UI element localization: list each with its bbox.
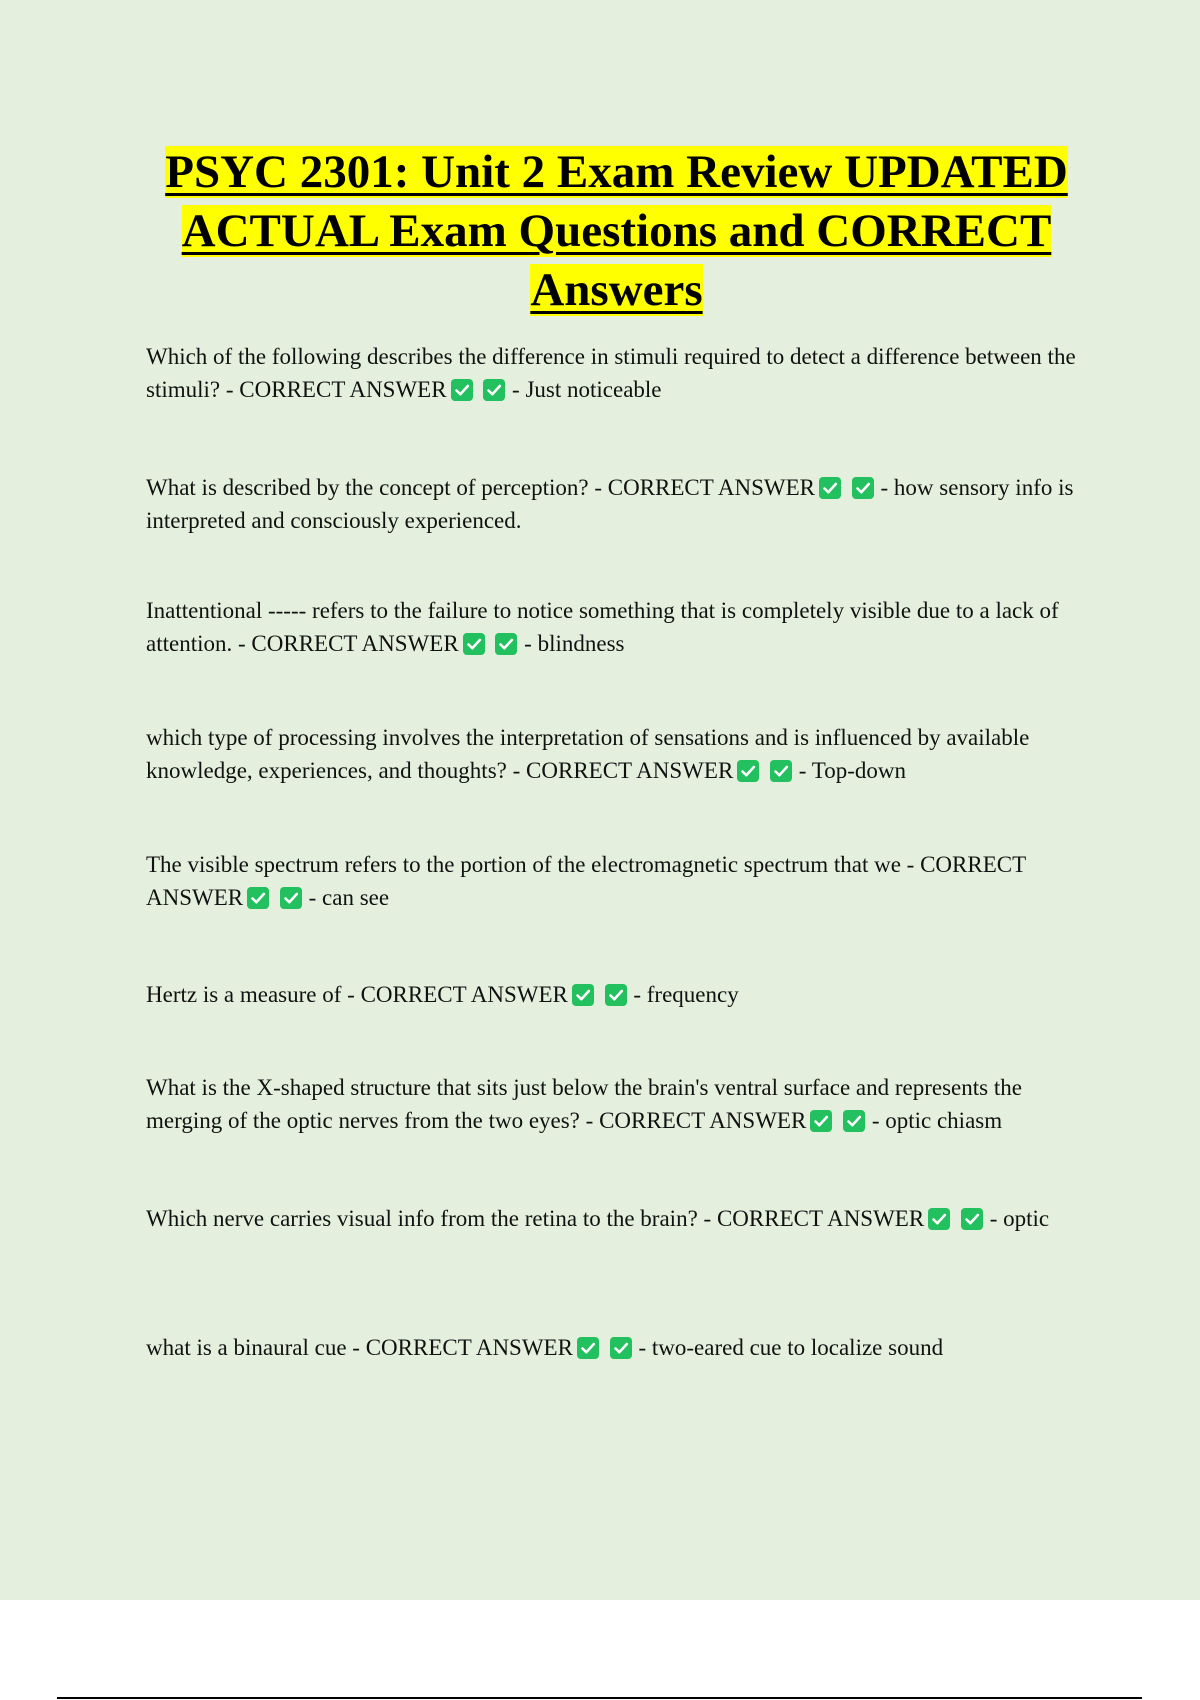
- check-icon: [483, 379, 505, 401]
- qa-item: Inattentional ----- refers to the failure to notice something that is completely visible due to a lack of attention. - CORRECT ANSWER - blindness: [146, 598, 1059, 656]
- answer-text: optic chiasm: [885, 1108, 1003, 1133]
- answer-marker: CORRECT ANSWER: [360, 982, 568, 1007]
- question-text: The visible spectrum refers to the portion of the electromagnetic spectrum that we: [146, 852, 901, 877]
- question-text: Hertz is a measure of: [146, 982, 342, 1007]
- answer-marker: CORRECT ANSWER: [365, 1335, 573, 1360]
- check-icon: [495, 633, 517, 655]
- check-icon: [572, 984, 594, 1006]
- qa-item: What is the X-shaped structure that sits just below the brain's ventral surface and represents the merging of the optic nerves from the two eyes? - CORRECT ANSWER - optic chiasm: [146, 1075, 1022, 1133]
- answer-marker: CORRECT ANSWER: [526, 758, 734, 783]
- check-icon: [247, 887, 269, 909]
- answer-marker: CORRECT ANSWER: [239, 377, 447, 402]
- check-icon: [961, 1208, 983, 1230]
- footer-rule: [57, 1697, 1142, 1699]
- check-icon: [819, 477, 841, 499]
- check-icon: [610, 1337, 632, 1359]
- check-icon: [770, 760, 792, 782]
- answer-marker: CORRECT ANSWER: [251, 631, 459, 656]
- answer-marker: CORRECT ANSWER: [607, 475, 815, 500]
- answer-text: blindness: [537, 631, 625, 656]
- answer-marker: CORRECT ANSWER: [146, 852, 1026, 910]
- check-icon: [605, 984, 627, 1006]
- answer-text: can see: [322, 885, 390, 910]
- check-icon: [463, 633, 485, 655]
- document-title: [130, 143, 1103, 320]
- check-icon: [737, 760, 759, 782]
- qa-item: What is described by the concept of perception? - CORRECT ANSWER - how sensory info is interpreted and consciously experienced.: [146, 475, 1074, 533]
- answer-text: frequency: [646, 982, 739, 1007]
- answer-marker: CORRECT ANSWER: [599, 1108, 807, 1133]
- question-text: what is a binaural cue: [146, 1335, 347, 1360]
- answer-text: Just noticeable: [525, 377, 662, 402]
- answer-text: Top-down: [811, 758, 906, 783]
- check-icon: [852, 477, 874, 499]
- question-text: Which of the following describes the difference in stimuli required to detect a difference between the stimuli?: [146, 344, 1076, 402]
- check-icon: [451, 379, 473, 401]
- answer-marker: CORRECT ANSWER: [716, 1206, 925, 1231]
- check-icon: [577, 1337, 599, 1359]
- qa-item: Which nerve carries visual info from the retina to the brain? - CORRECT ANSWER - optic: [146, 1206, 1050, 1231]
- answer-text: two-eared cue to localize sound: [651, 1335, 944, 1360]
- question-text: What is described by the concept of perception?: [146, 475, 589, 500]
- qa-item: what is a binaural cue - CORRECT ANSWER - two-eared cue to localize sound: [146, 1335, 944, 1360]
- question-text: What is the X-shaped structure that sits just below the brain's ventral surface and represents the merging of the optic nerves from the two eyes?: [146, 1075, 1022, 1133]
- check-icon: [843, 1110, 865, 1132]
- answer-text: how sensory info is interpreted and consciously experienced.: [146, 475, 1074, 533]
- question-text: Which nerve carries visual info from the retina to the brain?: [146, 1206, 698, 1231]
- check-icon: [280, 887, 302, 909]
- answer-text: optic: [1003, 1206, 1050, 1231]
- question-text: which type of processing involves the interpretation of sensations and is influenced by available knowledge, experiences, and thoughts?: [146, 725, 1030, 783]
- question-text: Inattentional ----- refers to the failure to notice something that is completely visible due to a lack of attention.: [146, 598, 1059, 656]
- qa-item: Hertz is a measure of - CORRECT ANSWER - frequency: [146, 982, 739, 1007]
- document-title-text: PSYC 2301: Unit 2 Exam Review UPDATED ACTUAL Exam Questions and CORRECT Answers: [165, 146, 1068, 316]
- check-icon: [928, 1208, 950, 1230]
- qa-item: The visible spectrum refers to the portion of the electromagnetic spectrum that we - CORRECT ANSWER - can see: [146, 852, 1026, 910]
- qa-item: which type of processing involves the interpretation of sensations and is influenced by available knowledge, experiences, and thoughts? - CORRECT ANSWER - Top-down: [146, 725, 1030, 783]
- check-icon: [810, 1110, 832, 1132]
- qa-item: Which of the following describes the difference in stimuli required to detect a difference between the stimuli? - CORRECT ANSWER - Just noticeable: [146, 344, 1076, 402]
